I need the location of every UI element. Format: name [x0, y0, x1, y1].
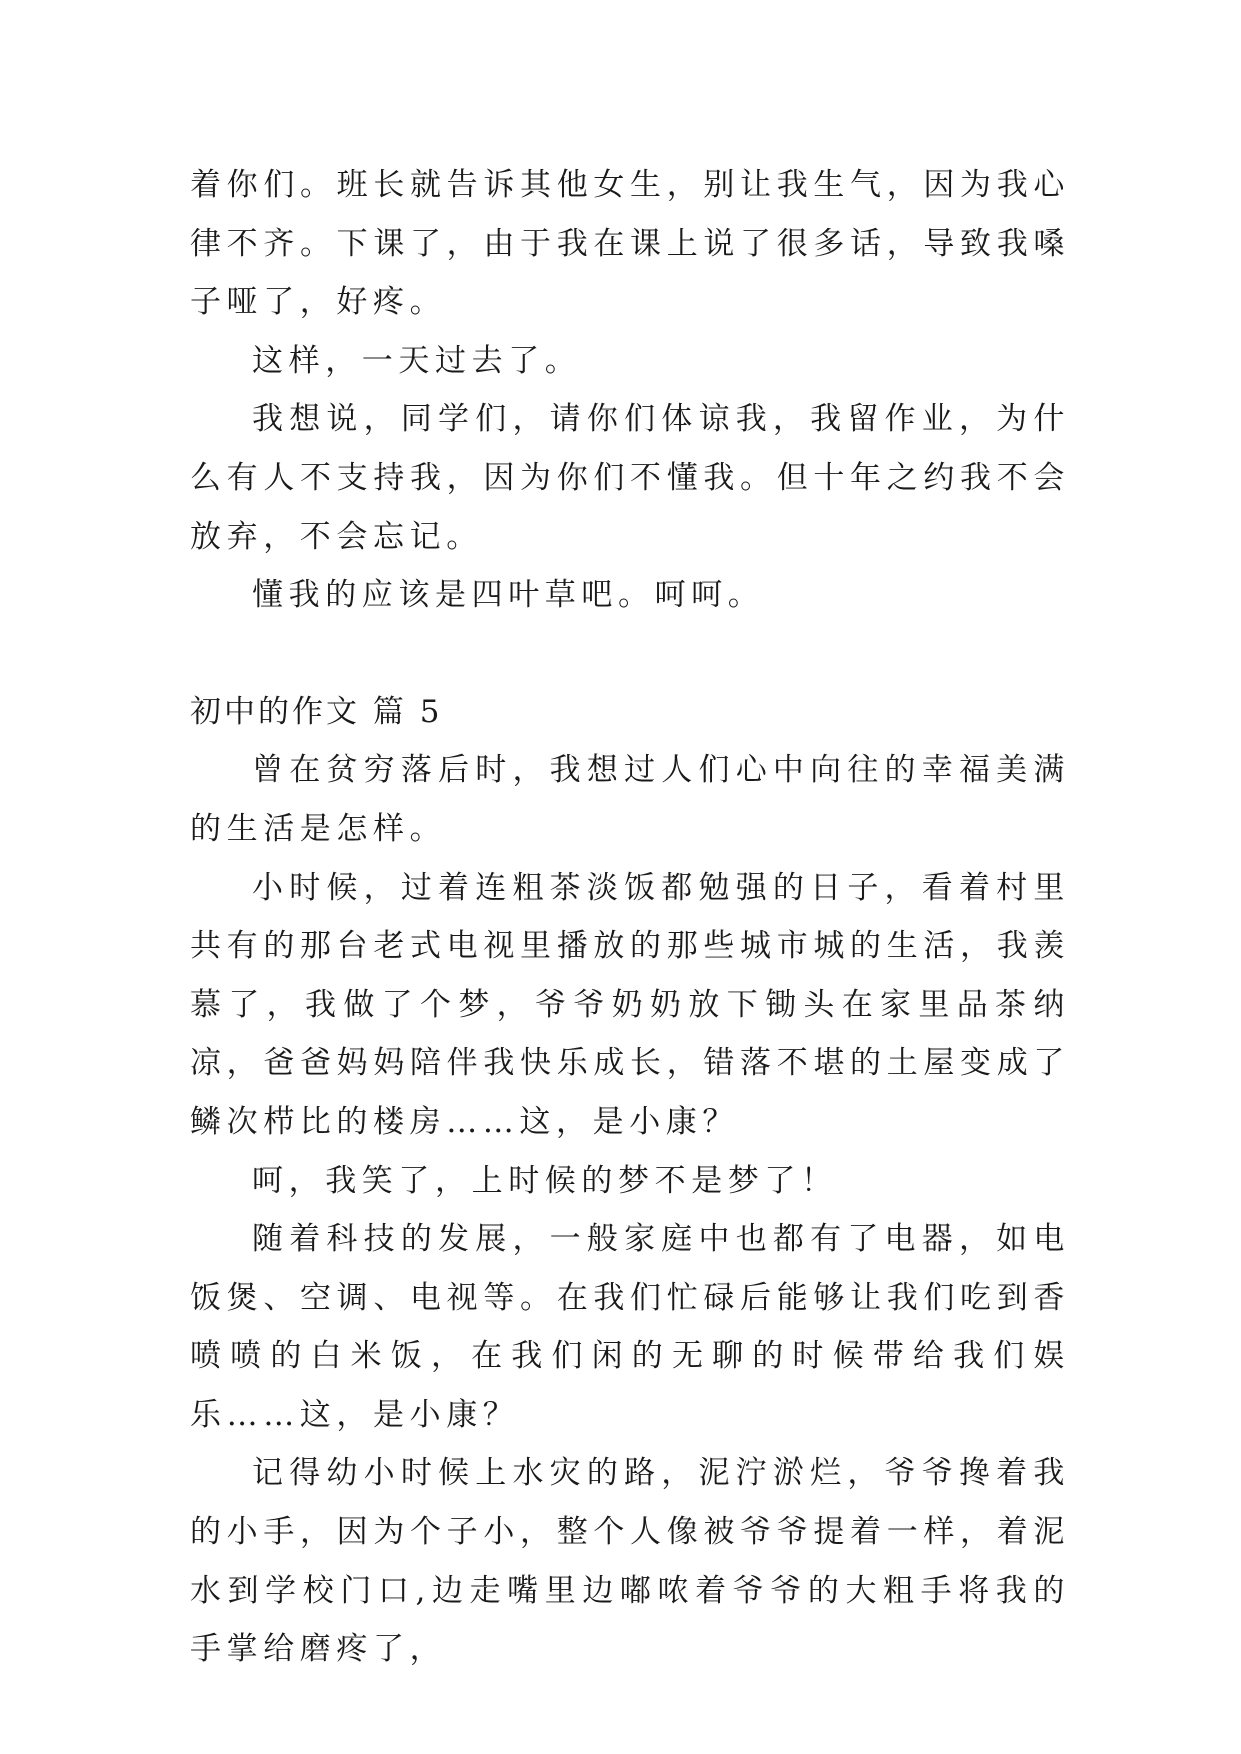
section-title: 初中的作文 篇 5: [190, 693, 443, 730]
paragraph: 这样，一天过去了。: [252, 342, 582, 379]
paragraph: 我想说，同学们，请你们体谅我，我留作业，为什么有人不支持我，因为你们不懂我。但十年之约我不会放弃，不会忘记。: [190, 401, 1070, 555]
paragraph: 小时候，过着连粗茶淡饭都勉强的日子，看着村里共有的那台老式电视里播放的那些城市城的生活，我羡慕了，我做了个梦，爷爷奶奶放下锄头在家里品茶纳凉，爸爸妈妈陪伴我快乐成长，错落不堪的土屋变成了鳞次栉比的楼房……这，是小康？: [190, 869, 1070, 1140]
document-body: [190, 156, 1070, 1679]
paragraph: 随着科技的发展，一般家庭中也都有了电器，如电饭煲、空调、电视等。在我们忙碌后能够让我们吃到香喷喷的白米饭，在我们闲的无聊的时候带给我们娱乐……这，是小康？: [190, 1221, 1070, 1433]
paragraph: 呵，我笑了，上时候的梦不是梦了！: [252, 1162, 838, 1199]
paragraph-continued: 着你们。班长就告诉其他女生，别让我生气，因为我心律不齐。下课了，由于我在课上说了很多话，导致我嗓子哑了，好疼。: [190, 167, 1070, 321]
paragraph: 懂我的应该是四叶草吧。呵呵。: [252, 577, 765, 614]
paragraph: 记得幼小时候上水灾的路，泥泞淤烂，爷爷搀着我的小手，因为个子小，整个人像被爷爷提着一样，着泥水到学校门口,边走嘴里边嘟哝着爷爷的大粗手将我的手掌给磨疼了，: [190, 1455, 1070, 1668]
paragraph: 曾在贫穷落后时，我想过人们心中向往的幸福美满的生活是怎样。: [190, 752, 1070, 847]
